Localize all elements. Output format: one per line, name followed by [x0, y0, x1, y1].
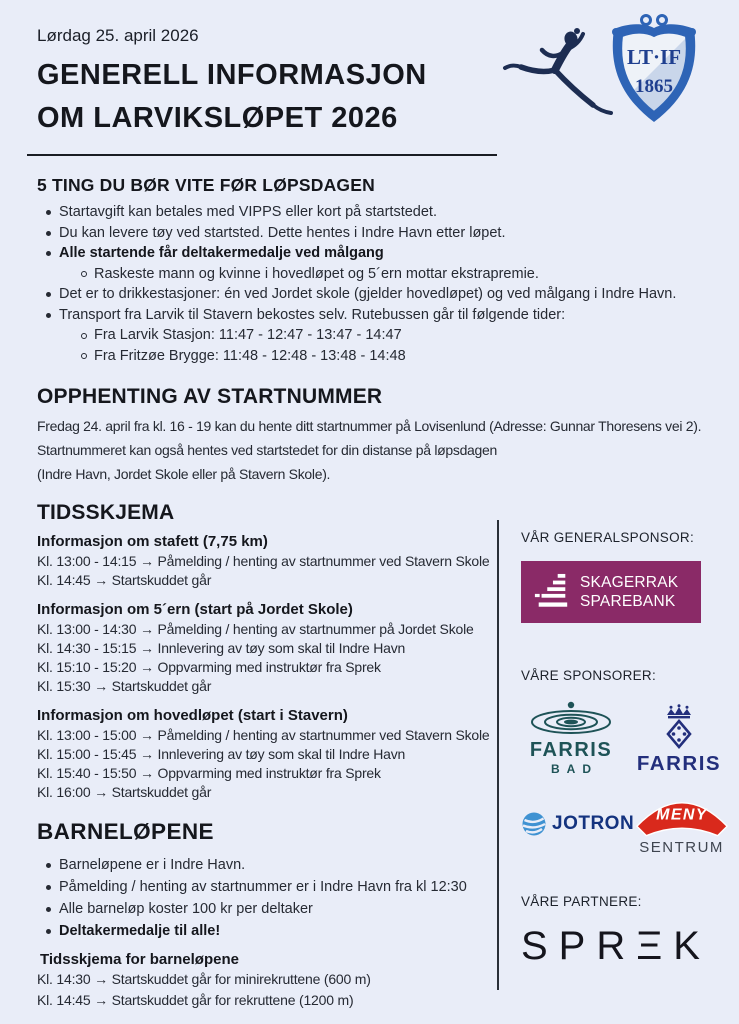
title-divider: [27, 154, 497, 156]
meny-banner-icon: [635, 792, 729, 838]
schedule-group: [37, 532, 497, 590]
farris-bad-sub: BAD: [551, 762, 598, 776]
sprek-logo: SPRΞK: [521, 924, 711, 968]
farris-bad-wordmark: FARRIS: [529, 739, 613, 761]
page-title-line2: OM LARVIKSLØPET 2026: [37, 102, 398, 134]
columns: [0, 500, 739, 1011]
list-item: Transport fra Larvik til Stavern bekostes selv. Rutebussen går til følgende tider: Fra Larvik Stasjon: 11:47 - 12:47 - 13:47 - 14:47 Fra Fritzøe Brygge: 11:48 - 12:48 - 13:48 - 14:48: [45, 305, 739, 367]
schedule-line: Kl. 15:30 → Startskuddet går: [37, 678, 212, 694]
schedule-line: Kl. 14:30 - 15:15 → Innlevering av tøy som skal til Indre Havn: [37, 640, 406, 656]
kids-list: [45, 854, 497, 942]
farris-wordmark: FARRIS: [636, 752, 722, 775]
schedule-line: Kl. 13:00 - 15:00 → Påmelding / henting av startnummer ved Stavern Skole: [37, 727, 490, 743]
list-item: Det er to drikkestasjoner: én ved Jordet skole (gjelder hovedløpet) og ved målgang i Indre Havn.: [45, 284, 739, 305]
sponsor-label-general: VÅR GENERALSPONSOR:: [521, 530, 694, 545]
list-item: Alle startende får deltakermedalje ved målgang Raskeste mann og kvinne i hovedløpet og 5´ern mottar ekstrapremie.: [45, 243, 739, 284]
schedule-line: Kl. 15:40 - 15:50 → Oppvarming med instruktør fra Sprek: [37, 765, 381, 781]
event-date: Lørdag 25. april 2026: [37, 26, 199, 45]
club-badge-year: 1865: [635, 76, 673, 97]
sponsor-column: [499, 500, 739, 970]
schedule-group: [37, 600, 497, 696]
sponsor-label-partners: VÅRE PARTNERE:: [521, 894, 642, 909]
sailboat-icon: [533, 571, 571, 613]
list-item: Alle barneløp koster 100 kr per deltaker: [45, 898, 497, 920]
list-item: Deltakermedalje til alle!: [45, 920, 497, 942]
section-heading-kids: BARNELØPENE: [37, 819, 214, 844]
list-item: Barneløpene er i Indre Havn.: [45, 854, 497, 876]
list-item: Startavgift kan betales med VIPPS eller kort på startstedet.: [45, 202, 739, 223]
schedule-line: Kl. 15:00 - 15:45 → Innlevering av tøy som skal til Indre Havn: [37, 746, 406, 762]
kids-schedule-title: Tidsskjema for barneløpene: [40, 951, 239, 968]
pickup-paragraph-line: Startnummeret kan også hentes ved startstedet for din distanse på løpsdagen: [37, 442, 498, 458]
schedule-group-title: Informasjon om 5´ern (start på Jordet Skole): [37, 601, 353, 618]
pickup-paragraph-line: Fredag 24. april fra kl. 16 - 19 kan du hente ditt startnummer på Lovisenlund (Adresse: Gunnar Thoresens vei 2).: [37, 418, 702, 434]
club-badge-initials: LT·IF: [626, 45, 682, 69]
crown-icon: [659, 704, 699, 750]
schedule-line: Kl. 13:00 - 14:15 → Påmelding / henting av startnummer ved Stavern Skole: [37, 553, 490, 569]
schedule-group-title: Informasjon om stafett (7,75 km): [37, 533, 268, 550]
ripple-icon: [528, 698, 614, 736]
schedule-line: Kl. 13:00 - 14:30 → Påmelding / henting av startnummer på Jordet Skole: [37, 621, 474, 637]
section-heading-five-things: 5 TING DU BØR VITE FØR LØPSDAGEN: [37, 175, 375, 195]
runner-icon: [497, 22, 623, 124]
club-badge-icon: [606, 12, 702, 130]
five-things-list: [45, 202, 739, 366]
meny-logo: [634, 792, 729, 856]
meny-sentrum-label: SENTRUM: [639, 839, 724, 856]
page-title-line1: GENERELL INFORMASJON: [37, 59, 427, 91]
kids-schedule-line: Kl. 14:45 → Startskuddet går for rekruttene (1200 m): [37, 992, 354, 1008]
farris-bad-logo: [521, 698, 621, 776]
schedule-line: Kl. 14:45 → Startskuddet går: [37, 572, 212, 588]
schedule-group-title: Informasjon om hovedløpet (start i Stavern): [37, 707, 348, 724]
schedule-line: Kl. 15:10 - 15:20 → Oppvarming med instruktør fra Sprek: [37, 659, 381, 675]
sub-list-item: Fra Fritzøe Brygge: 11:48 - 12:48 - 13:48 - 14:48: [80, 346, 739, 367]
jotron-logo: [521, 811, 634, 837]
kids-schedule-line: Kl. 14:30 → Startskuddet går for minirekruttene (600 m): [37, 971, 371, 987]
skagerrak-wordmark: SKAGERRAK SPAREBANK: [580, 574, 679, 610]
schedule-group: [37, 706, 497, 802]
schedule-line: Kl. 16:00 → Startskuddet går: [37, 784, 212, 800]
skagerrak-sparebank-logo: [521, 561, 701, 623]
sub-list-item: Raskeste mann og kvinne i hovedløpet og 5´ern mottar ekstrapremie.: [80, 264, 739, 285]
list-item: Du kan levere tøy ved startsted. Dette hentes i Indre Havn etter løpet.: [45, 223, 739, 244]
globe-icon: [521, 811, 547, 837]
pickup-paragraph: [37, 414, 739, 486]
jotron-wordmark: JOTRON: [552, 813, 635, 834]
meny-wordmark: MENY: [655, 806, 708, 824]
section-heading-schedule: TIDSSKJEMA: [37, 501, 175, 524]
farris-logo: [629, 704, 729, 776]
sub-list-item: Fra Larvik Stasjon: 11:47 - 12:47 - 13:47 - 14:47: [80, 325, 739, 346]
section-heading-pickup: OPPHENTING AV STARTNUMMER: [37, 385, 383, 408]
list-item: Påmelding / henting av startnummer er i Indre Havn fra kl 12:30: [45, 876, 497, 898]
sponsor-label-sponsors: VÅRE SPONSORER:: [521, 668, 657, 683]
pickup-paragraph-line: (Indre Havn, Jordet Skole eller på Stavern Skole).: [37, 466, 331, 482]
